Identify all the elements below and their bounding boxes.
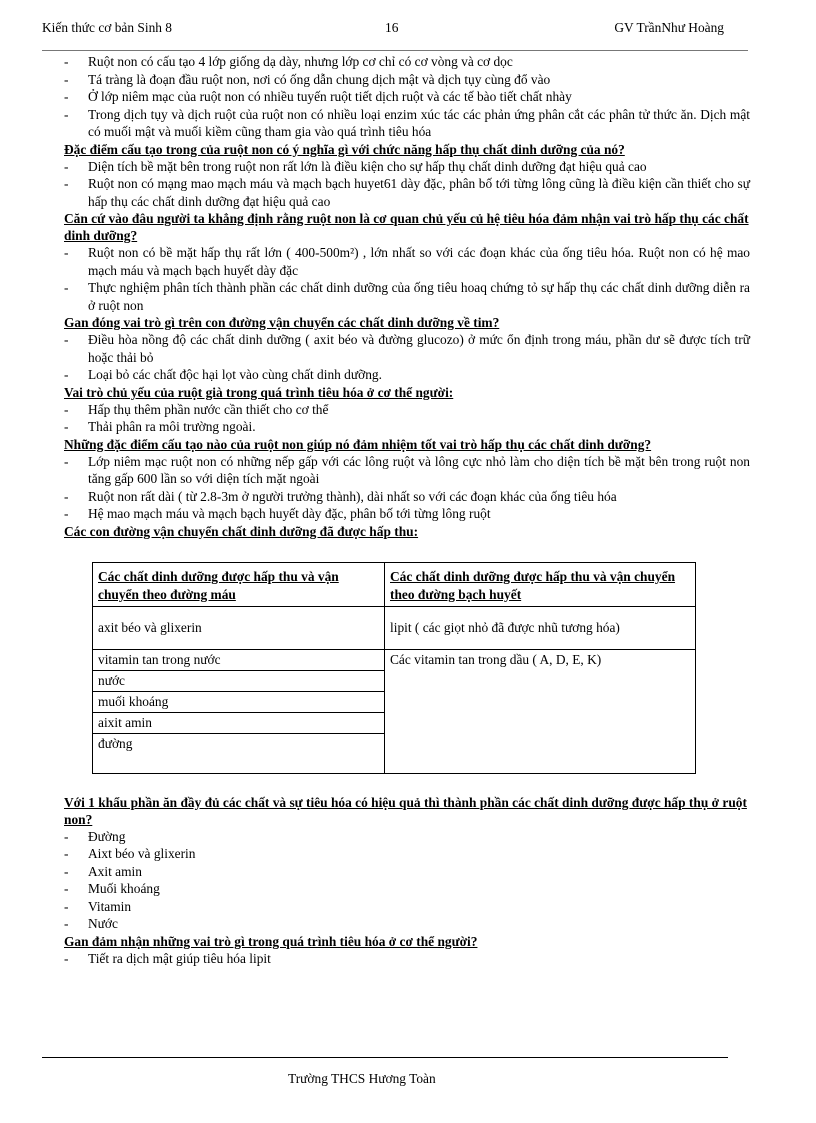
question-heading: Những đặc điểm cấu tạo nào của ruột non giúp nó đảm nhiệm tốt vai trò hấp thụ các chất dinh dưỡng? xyxy=(64,436,652,452)
question-heading: Với 1 khẩu phần ăn đầy đủ các chất và sự tiêu hóa có hiệu quả thì thành phần các chất dinh dưỡng được hấp thụ ở ruột non? xyxy=(64,794,747,827)
answer-list xyxy=(64,453,750,523)
answer-list xyxy=(64,244,750,314)
nutrient-transport-table xyxy=(92,562,696,774)
list-item: - Nước xyxy=(64,915,750,933)
list-item: - Muối khoáng xyxy=(64,880,750,898)
answer-list xyxy=(64,158,750,211)
list-item: - Vitamin xyxy=(64,898,750,916)
list-item: - Thực nghiệm phân tích thành phần các chất dinh dưỡng của ống tiêu hoaq chứng tỏ sự hấp thụ các chất dinh dưỡng diễn ra ở ruột non xyxy=(64,279,750,314)
list-item: - Loại bỏ các chất độc hại lọt vào cùng chất dinh dưỡng. xyxy=(64,366,750,384)
list-item: - Đường xyxy=(64,828,750,846)
table-cell: axit béo và glixerin xyxy=(93,607,384,650)
footer-divider xyxy=(42,1057,728,1058)
list-item: - Ruột non có cấu tạo 4 lớp giống dạ dày, nhưng lớp cơ chỉ có cơ vòng và cơ dọc xyxy=(64,53,750,71)
intro-list xyxy=(64,53,750,141)
answer-list xyxy=(64,401,750,436)
list-item: - Trong dịch tụy và dịch ruột của ruột non có nhiều loại enzim xúc tác các phản ứng phân cắt các phân tử thức ăn. Dịch mật có muối mật và muối kiềm cũng tham gia vào quá trình tiêu hóa xyxy=(64,106,750,141)
list-item: - Ruột non có mạng mao mạch máu và mạch bạch huyet61 dày đặc, phân bố tới từng lông cũng là điều kiện cần thiết cho sự hấp thụ các chất dinh dưỡng đạt hiệu quả cao xyxy=(64,175,750,210)
table-cell: aixit amin xyxy=(93,713,384,734)
table-header-lymph: Các chất dinh dưỡng được hấp thu và vận chuyển theo đường bạch huyết xyxy=(385,563,695,607)
list-item: - Hấp thụ thêm phần nước cần thiết cho cơ thể xyxy=(64,401,750,419)
page-number: 16 xyxy=(385,20,399,35)
list-item: - Thải phân ra môi trường ngoài. xyxy=(64,418,750,436)
question-heading: Đặc điểm cấu tạo trong của ruột non có ý nghĩa gì với chức năng hấp thụ chất dinh dưỡng của nó? xyxy=(64,141,625,157)
table-cell: nước xyxy=(93,671,384,692)
answer-list xyxy=(64,331,750,384)
question-heading: Vai trò chủ yếu của ruột già trong quá trình tiêu hóa ở cơ thể người: xyxy=(64,384,454,400)
list-item: - Aixt béo và glixerin xyxy=(64,845,750,863)
list-item: - Diện tích bề mặt bên trong ruột non rất lớn là điều kiện cho sự hấp thụ chất dinh dưỡng đạt hiệu quả cao xyxy=(64,158,750,176)
table-header-blood: Các chất dinh dưỡng được hấp thu và vận chuyển theo đường máu xyxy=(93,563,384,607)
list-item: - Axit amin xyxy=(64,863,750,881)
table-cell: muối khoáng xyxy=(93,692,384,713)
list-item: - Tá tràng là đoạn đầu ruột non, nơi có ống dẫn chung dịch mật và dịch tụy cùng đổ vào xyxy=(64,71,750,89)
answer-list xyxy=(64,950,750,968)
lymph-route-column xyxy=(385,563,695,671)
list-item: - Hệ mao mạch máu và mạch bạch huyết dày đặc, phân bố tới từng lông ruột xyxy=(64,505,750,523)
list-item: - Lớp niêm mạc ruột non có những nếp gấp với các lông ruột và lông cực nhỏ làm cho diện tích bề mặt bên trong ruột non tăng gấp 600 lần so với diện tích mặt ngoài xyxy=(64,453,750,488)
list-item: - Ruột non rất dài ( từ 2.8-3m ở người trưởng thành), dài nhất so với các đoạn khác của ống tiêu hóa xyxy=(64,488,750,506)
question-heading: Gan đảm nhận những vai trò gì trong quá trình tiêu hóa ở cơ thể người? xyxy=(64,933,478,949)
header-teacher: GV TrầnNhư Hoàng xyxy=(614,20,724,35)
header-subject: Kiến thức cơ bản Sinh 8 xyxy=(42,20,172,35)
list-item: - Tiết ra dịch mật giúp tiêu hóa lipit xyxy=(64,950,750,968)
question-heading: Các con đường vận chuyển chất dinh dưỡng đã được hấp thu: xyxy=(64,523,419,539)
page-footer: Trường THCS Hương Toàn xyxy=(288,1071,436,1086)
blood-route-column xyxy=(93,563,384,755)
question-heading: Căn cứ vào đâu người ta khẳng định rằng ruột non là cơ quan chủ yếu củ hệ tiêu hóa đảm nhận vai trò hấp thụ các chất dinh dưỡng? xyxy=(64,211,749,243)
table-cell: Các vitamin tan trong dầu ( A, D, E, K) xyxy=(390,651,602,667)
table-cell: đường xyxy=(98,735,133,751)
page-header xyxy=(42,20,724,38)
list-item: - Điều hòa nồng độ các chất dinh dưỡng ( axit béo và đường glucozo) ở mức ổn định trong máu, phần dư sẽ được tích trữ hoặc thải bỏ xyxy=(64,331,750,366)
table-cell: lipit ( các giọt nhỏ đã được nhũ tương hóa) xyxy=(385,607,695,650)
page-content xyxy=(64,53,750,967)
list-item: - Ở lớp niêm mạc của ruột non có nhiều tuyến ruột tiết dịch ruột và các tế bào tiết chất nhày xyxy=(64,88,750,106)
header-divider xyxy=(42,50,748,51)
answer-list xyxy=(64,828,750,933)
list-item: - Ruột non có bề mặt hấp thụ rất lớn ( 400-500m²) , lớn nhất so với các đoạn khác của ống tiêu hóa. Ruột non có hệ mao mạch máu và mạch bạch huyết dày đặc xyxy=(64,244,750,279)
table-cell: vitamin tan trong nước xyxy=(93,650,384,671)
question-heading: Gan đóng vai trò gì trên con đường vận chuyển các chất dinh dưỡng về tim? xyxy=(64,315,500,330)
